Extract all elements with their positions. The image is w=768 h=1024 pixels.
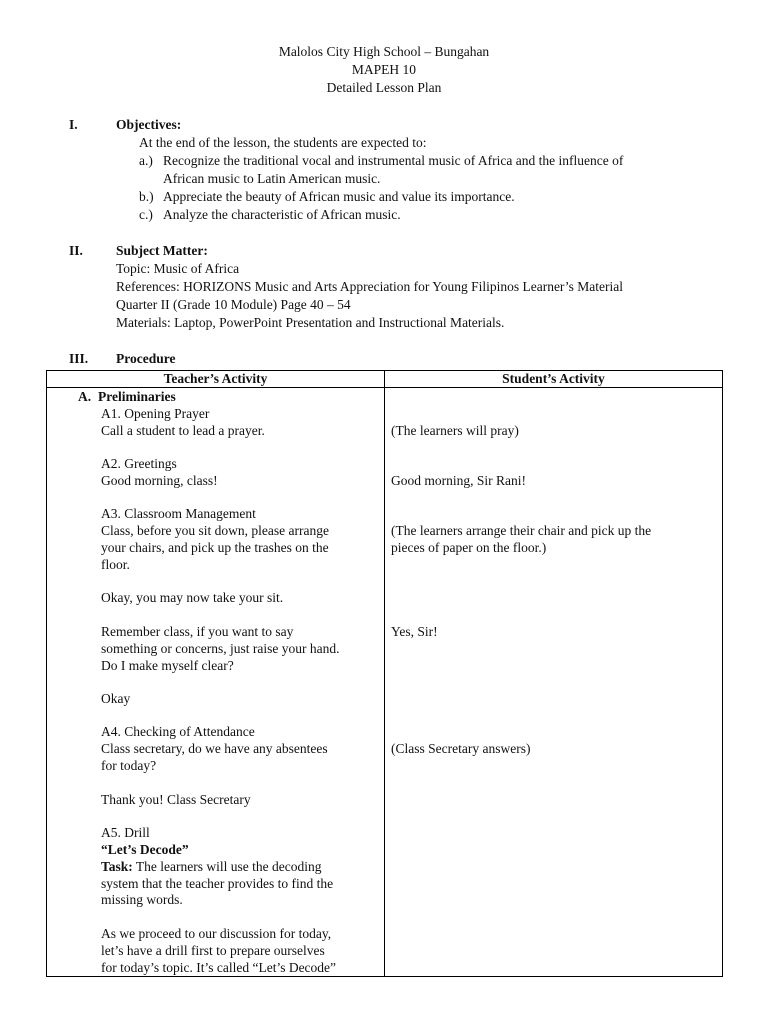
objective-c-line-1: Analyze the characteristic of African music. [163, 207, 401, 222]
a5-task-line-1 [101, 858, 321, 876]
subject-matter-numeral: II. [69, 243, 83, 258]
subject-references-2: Quarter II (Grade 10 Module) Page 40 – 54 [116, 297, 351, 312]
a3-remember-2: something or concerns, just raise your hand. [101, 641, 340, 656]
procedure-heading: Procedure [116, 351, 176, 366]
a3-line-2: your chairs, and pick up the trashes on the [101, 540, 329, 555]
objective-b-marker: b.) [139, 189, 154, 204]
a3-line-1: Class, before you sit down, please arrange [101, 523, 329, 538]
a4-line-1: Class secretary, do we have any absentees [101, 741, 328, 756]
a4-thanks: Thank you! Class Secretary [101, 792, 251, 807]
subject-title: MAPEH 10 [351, 62, 417, 77]
objectives-heading: Objectives: [116, 117, 182, 132]
a3-title: A3. Classroom Management [101, 506, 256, 521]
a3-remember-1: Remember class, if you want to say [101, 624, 294, 639]
objective-a-marker: a.) [139, 153, 153, 168]
a5-task-label: Task: [101, 859, 133, 874]
a1-title: A1. Opening Prayer [101, 406, 210, 421]
a3-remember-3: Do I make myself clear? [101, 658, 234, 673]
student-arrange-2: pieces of paper on the floor.) [391, 540, 547, 555]
objective-a-line-2: African music to Latin American music. [163, 171, 381, 186]
a4-line-2: for today? [101, 758, 157, 773]
subject-matter-heading: Subject Matter: [116, 243, 208, 258]
a2-text: Good morning, class! [101, 473, 218, 488]
objectives-numeral: I. [69, 117, 78, 132]
a1-text: Call a student to lead a prayer. [101, 423, 265, 438]
a5-task-line-2: system that the teacher provides to find the [101, 876, 334, 891]
procedure-numeral: III. [69, 351, 89, 366]
a5-para-2: let’s have a drill first to prepare ourselves [101, 943, 325, 958]
document-type: Detailed Lesson Plan [326, 80, 442, 95]
a5-title: A5. Drill [101, 825, 150, 840]
a5-para-1: As we proceed to our discussion for today, [101, 926, 332, 941]
preliminaries-title: Preliminaries [98, 389, 176, 404]
objectives-intro: At the end of the lesson, the students are expected to: [139, 135, 427, 150]
a3-line-3: floor. [101, 557, 130, 572]
procedure-table [46, 370, 723, 977]
student-arrange-1: (The learners arrange their chair and pick up the [391, 523, 652, 538]
subject-references-1: References: HORIZONS Music and Arts Appreciation for Young Filipinos Learner’s Material [116, 279, 624, 294]
objective-a-line-1: Recognize the traditional vocal and instrumental music of Africa and the influence of [163, 153, 624, 168]
objective-b-line-1: Appreciate the beauty of African music and value its importance. [163, 189, 515, 204]
student-greet: Good morning, Sir Rani! [391, 473, 526, 488]
student-yes: Yes, Sir! [391, 624, 438, 639]
a3-okay: Okay [101, 691, 131, 706]
student-secretary: (Class Secretary answers) [391, 741, 531, 756]
a4-title: A4. Checking of Attendance [101, 724, 255, 739]
a3-sit: Okay, you may now take your sit. [101, 590, 284, 605]
subject-topic: Topic: Music of Africa [116, 261, 240, 276]
a5-para-3: for today’s topic. It’s called “Let’s Decode” [101, 960, 337, 975]
subject-materials: Materials: Laptop, PowerPoint Presentation and Instructional Materials. [116, 315, 505, 330]
teacher-activity-cell [47, 388, 385, 977]
a5-task-text: The learners will use the decoding [132, 859, 322, 874]
a5-drill-name: “Let’s Decode” [101, 842, 189, 857]
a5-task-line-3: missing words. [101, 892, 183, 907]
school-name: Malolos City High School – Bungahan [278, 44, 490, 59]
a2-title: A2. Greetings [101, 456, 177, 471]
teacher-activity-header: Teacher’s Activity [47, 371, 385, 388]
student-activity-cell [385, 388, 723, 977]
student-activity-header: Student’s Activity [385, 371, 723, 388]
preliminaries-marker: A. [78, 389, 92, 404]
objective-c-marker: c.) [139, 207, 153, 222]
student-pray: (The learners will pray) [391, 423, 519, 438]
